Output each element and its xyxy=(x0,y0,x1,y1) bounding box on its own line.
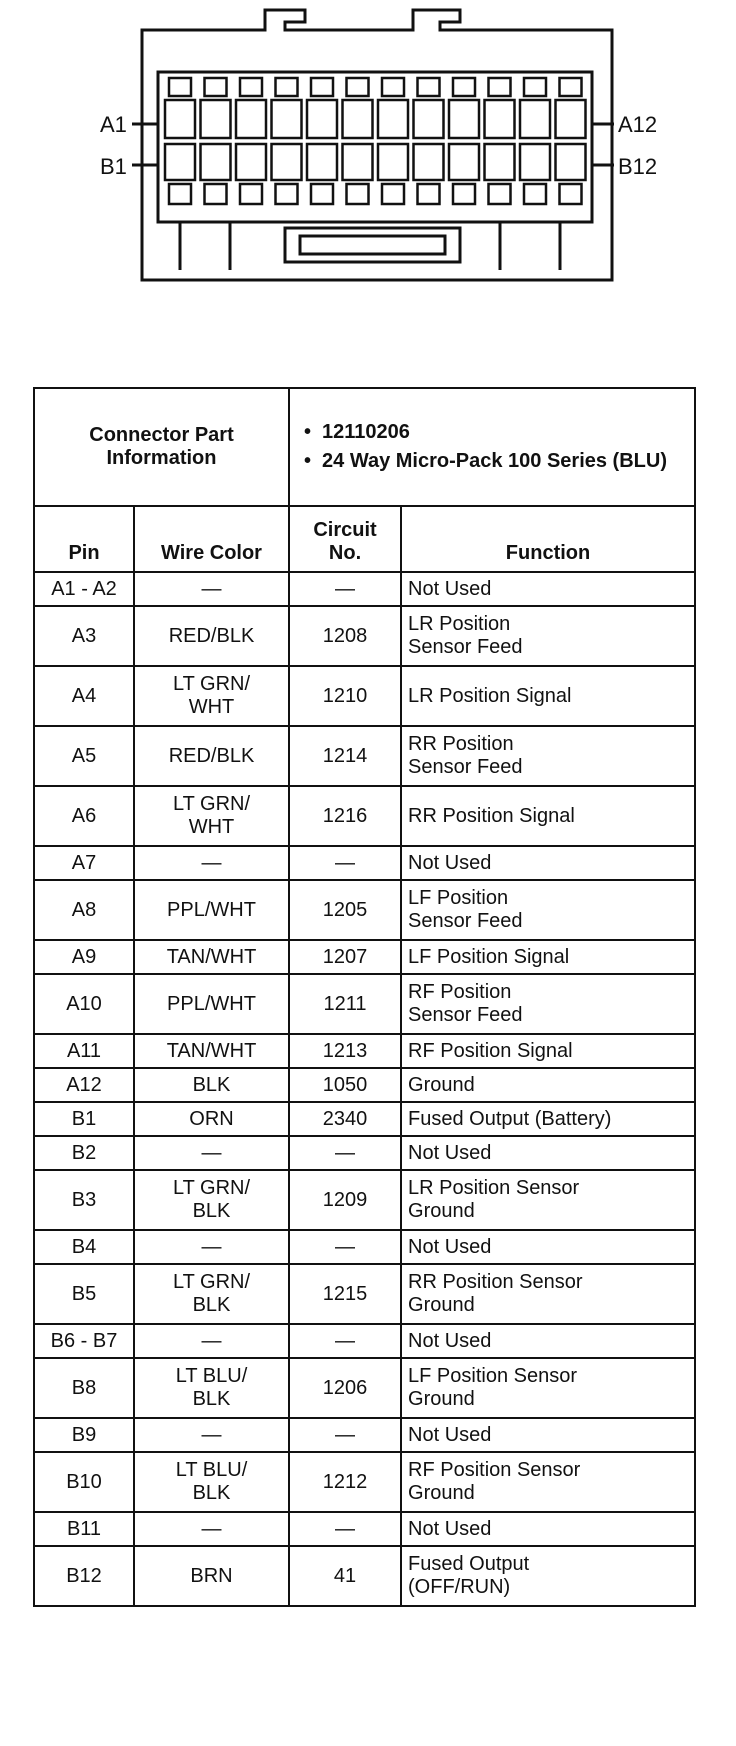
wire-color-cell: ORN xyxy=(134,1102,289,1136)
circuit-cell: — xyxy=(289,1512,401,1546)
function-cell: Fused Output (OFF/RUN) xyxy=(401,1546,695,1606)
cavity-latch xyxy=(453,78,475,96)
function-cell: LR Position Sensor Feed xyxy=(401,606,695,666)
cavity-row-a xyxy=(485,100,515,138)
cavity-row-a xyxy=(272,100,302,138)
wire-color-cell: — xyxy=(134,1418,289,1452)
cavity-latch xyxy=(453,184,475,204)
table-row xyxy=(34,1068,695,1102)
cavity-latch xyxy=(205,184,227,204)
table-row xyxy=(34,606,695,666)
function-cell: RR Position Signal xyxy=(401,786,695,846)
wire-color-cell: BLK xyxy=(134,1068,289,1102)
table-row xyxy=(34,1034,695,1068)
pin-cell: A12 xyxy=(34,1068,134,1102)
function-cell: LR Position Sensor Ground xyxy=(401,1170,695,1230)
cavity-latch xyxy=(169,78,191,96)
function-cell: Not Used xyxy=(401,846,695,880)
wire-color-cell: LT GRN/ WHT xyxy=(134,786,289,846)
wire-color-cell: BRN xyxy=(134,1546,289,1606)
cavity-latch xyxy=(347,184,369,204)
table-row xyxy=(34,1230,695,1264)
table-row xyxy=(34,1452,695,1512)
circuit-cell: 1213 xyxy=(289,1034,401,1068)
cavity-latch xyxy=(524,184,546,204)
function-cell: Not Used xyxy=(401,1230,695,1264)
cavity-row-a xyxy=(165,100,195,138)
table-row xyxy=(34,1418,695,1452)
connector-info-list-cell xyxy=(289,388,695,506)
header-circuit-no: Circuit No. xyxy=(289,506,401,572)
function-cell: Not Used xyxy=(401,572,695,606)
wire-color-cell: LT GRN/ BLK xyxy=(134,1264,289,1324)
circuit-cell: 1205 xyxy=(289,880,401,940)
circuit-cell: 1050 xyxy=(289,1068,401,1102)
circuit-cell: 1208 xyxy=(289,606,401,666)
cavity-latch xyxy=(205,78,227,96)
function-cell: LR Position Signal xyxy=(401,666,695,726)
pin-cell: B6 - B7 xyxy=(34,1324,134,1358)
cavity-latch xyxy=(240,78,262,96)
wire-color-cell: RED/BLK xyxy=(134,606,289,666)
function-cell: Not Used xyxy=(401,1324,695,1358)
cavity-row-b xyxy=(307,144,337,180)
pin-cell: B8 xyxy=(34,1358,134,1418)
table-row xyxy=(34,786,695,846)
wire-color-cell: RED/BLK xyxy=(134,726,289,786)
pin-cell: A10 xyxy=(34,974,134,1034)
table-row xyxy=(34,880,695,940)
cavity-latch xyxy=(276,184,298,204)
table-row xyxy=(34,1136,695,1170)
circuit-cell: 41 xyxy=(289,1546,401,1606)
circuit-cell: 1215 xyxy=(289,1264,401,1324)
pin-cell: B9 xyxy=(34,1418,134,1452)
pin-cell: B1 xyxy=(34,1102,134,1136)
circuit-cell: 1216 xyxy=(289,786,401,846)
function-cell: Not Used xyxy=(401,1136,695,1170)
circuit-cell: — xyxy=(289,1324,401,1358)
connector-face-diagram xyxy=(0,0,736,300)
pin-cell: B10 xyxy=(34,1452,134,1512)
cavity-row-a xyxy=(520,100,550,138)
wire-color-cell: LT BLU/ BLK xyxy=(134,1358,289,1418)
pin-cell: B11 xyxy=(34,1512,134,1546)
cavity-row-b xyxy=(378,144,408,180)
cavity-row-b xyxy=(414,144,444,180)
connector-info-list xyxy=(296,421,688,473)
table-row xyxy=(34,572,695,606)
wire-color-cell: — xyxy=(134,1230,289,1264)
cavity-latch xyxy=(418,78,440,96)
table-row xyxy=(34,974,695,1034)
wire-color-cell: — xyxy=(134,1136,289,1170)
table-row xyxy=(34,940,695,974)
cavity-row-a xyxy=(201,100,231,138)
cavity-latch xyxy=(276,78,298,96)
pin-cell: A5 xyxy=(34,726,134,786)
pin-cell: B5 xyxy=(34,1264,134,1324)
wire-color-cell: TAN/WHT xyxy=(134,940,289,974)
cavity-latch xyxy=(347,78,369,96)
wire-color-cell: PPL/WHT xyxy=(134,974,289,1034)
cavity-row-b xyxy=(236,144,266,180)
table-row xyxy=(34,1512,695,1546)
circuit-cell: 1214 xyxy=(289,726,401,786)
cavity-row-b xyxy=(165,144,195,180)
pin-cell: A4 xyxy=(34,666,134,726)
connector-pinout-table xyxy=(33,387,696,1607)
pin-label-b12: B12 xyxy=(618,154,658,179)
pin-cell: B4 xyxy=(34,1230,134,1264)
table-row xyxy=(34,846,695,880)
cavity-row-b xyxy=(556,144,586,180)
function-cell: RF Position Sensor Ground xyxy=(401,1452,695,1512)
table-row xyxy=(34,666,695,726)
pin-label-b1: B1 xyxy=(100,154,127,179)
pin-cell: B3 xyxy=(34,1170,134,1230)
pin-label-a1: A1 xyxy=(100,112,127,137)
function-cell: Not Used xyxy=(401,1512,695,1546)
part-number: • 12110206 xyxy=(300,421,688,444)
circuit-cell: — xyxy=(289,1418,401,1452)
cavity-row-a xyxy=(343,100,373,138)
function-cell: RR Position Sensor Ground xyxy=(401,1264,695,1324)
function-cell: Not Used xyxy=(401,1418,695,1452)
table-header-row xyxy=(34,506,695,572)
function-cell: RF Position Sensor Feed xyxy=(401,974,695,1034)
wire-color-cell: LT GRN/ BLK xyxy=(134,1170,289,1230)
function-cell: Ground xyxy=(401,1068,695,1102)
table-row xyxy=(34,726,695,786)
pin-cell: A7 xyxy=(34,846,134,880)
connector-info-row xyxy=(34,388,695,506)
cavity-latch xyxy=(169,184,191,204)
table-row xyxy=(34,1324,695,1358)
cavity-row-a xyxy=(414,100,444,138)
circuit-cell: — xyxy=(289,1230,401,1264)
pin-cell: A6 xyxy=(34,786,134,846)
circuit-cell: 2340 xyxy=(289,1102,401,1136)
function-cell: RR Position Sensor Feed xyxy=(401,726,695,786)
wire-color-cell: PPL/WHT xyxy=(134,880,289,940)
cavity-latch xyxy=(382,78,404,96)
table-row xyxy=(34,1358,695,1418)
wire-color-cell: TAN/WHT xyxy=(134,1034,289,1068)
pin-cell: A1 - A2 xyxy=(34,572,134,606)
circuit-cell: 1211 xyxy=(289,974,401,1034)
circuit-cell: 1209 xyxy=(289,1170,401,1230)
table-row xyxy=(34,1102,695,1136)
function-cell: Fused Output (Battery) xyxy=(401,1102,695,1136)
table-row xyxy=(34,1264,695,1324)
function-cell: LF Position Sensor Feed xyxy=(401,880,695,940)
wire-color-cell: LT GRN/ WHT xyxy=(134,666,289,726)
cavity-latch xyxy=(311,184,333,204)
wire-color-cell: — xyxy=(134,572,289,606)
wire-color-cell: — xyxy=(134,1512,289,1546)
wire-color-cell: LT BLU/ BLK xyxy=(134,1452,289,1512)
wire-color-cell: — xyxy=(134,1324,289,1358)
cavity-row-b xyxy=(485,144,515,180)
circuit-cell: 1206 xyxy=(289,1358,401,1418)
pin-cell: B2 xyxy=(34,1136,134,1170)
cavity-latch xyxy=(489,184,511,204)
cavity-latch xyxy=(560,184,582,204)
cavity-row-a xyxy=(556,100,586,138)
cavity-latch xyxy=(560,78,582,96)
cavity-latch xyxy=(418,184,440,204)
cavity-row-a xyxy=(378,100,408,138)
cavity-latch xyxy=(489,78,511,96)
cavity-latch xyxy=(311,78,333,96)
table-row xyxy=(34,1546,695,1606)
connector-info-label: Connector Part Information xyxy=(34,388,289,506)
cavity-row-b xyxy=(520,144,550,180)
circuit-cell: — xyxy=(289,846,401,880)
circuit-cell: 1212 xyxy=(289,1452,401,1512)
pin-cell: B12 xyxy=(34,1546,134,1606)
pin-cell: A9 xyxy=(34,940,134,974)
function-cell: LF Position Signal xyxy=(401,940,695,974)
wire-color-cell: — xyxy=(134,846,289,880)
circuit-cell: 1207 xyxy=(289,940,401,974)
header-function: Function xyxy=(401,506,695,572)
function-cell: RF Position Signal xyxy=(401,1034,695,1068)
pin-cell: A11 xyxy=(34,1034,134,1068)
connector-series: • 24 Way Micro-Pack 100 Series (BLU) xyxy=(300,450,688,473)
cavity-row-b xyxy=(201,144,231,180)
circuit-cell: — xyxy=(289,572,401,606)
function-cell: LF Position Sensor Ground xyxy=(401,1358,695,1418)
cavity-row-b xyxy=(449,144,479,180)
pin-label-a12: A12 xyxy=(618,112,658,137)
cavity-latch xyxy=(524,78,546,96)
cavity-latch xyxy=(382,184,404,204)
header-pin: Pin xyxy=(34,506,134,572)
cavity-row-a xyxy=(307,100,337,138)
pin-cell: A3 xyxy=(34,606,134,666)
cavity-latch xyxy=(240,184,262,204)
cavity-row-a xyxy=(449,100,479,138)
pin-cell: A8 xyxy=(34,880,134,940)
cavity-row-b xyxy=(343,144,373,180)
cavity-row-b xyxy=(272,144,302,180)
cavity-row-a xyxy=(236,100,266,138)
circuit-cell: 1210 xyxy=(289,666,401,726)
table-row xyxy=(34,1170,695,1230)
circuit-cell: — xyxy=(289,1136,401,1170)
header-wire-color: Wire Color xyxy=(134,506,289,572)
